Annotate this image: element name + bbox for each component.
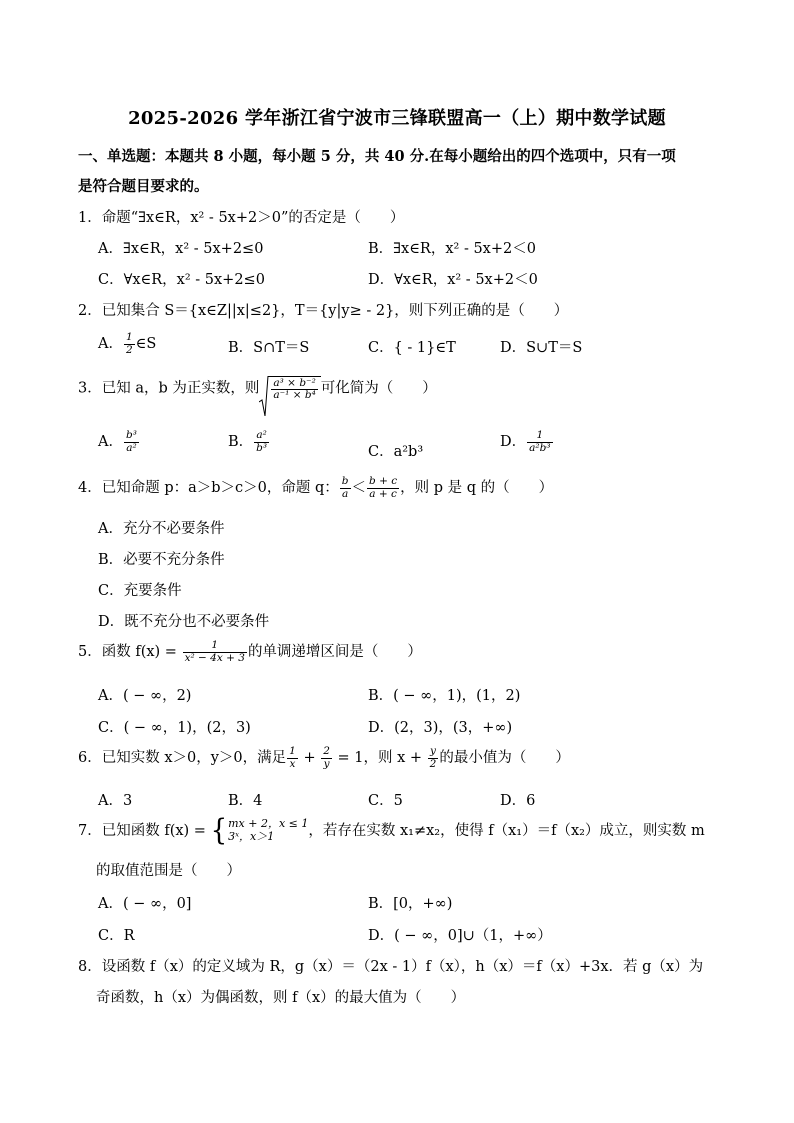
q1-option-d: D．∀x∈R，x² - 5x+2＜0 bbox=[368, 272, 538, 288]
q6-fraction-3 bbox=[428, 746, 439, 769]
q5-fraction bbox=[183, 640, 247, 663]
q1-option-b: B．∃x∈R，x² - 5x+2＜0 bbox=[368, 241, 536, 257]
sqrt-sign-icon bbox=[259, 376, 269, 416]
q3-radical bbox=[259, 376, 320, 401]
q7-option-a: A．( − ∞，0] bbox=[98, 896, 192, 912]
q6-option-a: A．3 bbox=[98, 793, 133, 809]
q7-post: ，若存在实数 x₁≠x₂，使得 f（x₁）＝f（x₂）成立，则实数 m bbox=[308, 823, 705, 839]
q4-pre: 4．已知命题 p：a＞b＞c＞0，命题 q： bbox=[78, 480, 339, 496]
q5-option-a: A．( − ∞，2) bbox=[98, 688, 192, 704]
q2-a-denominator: 2 bbox=[125, 343, 133, 356]
piecewise-brace-icon: { bbox=[210, 814, 228, 848]
q3-post: 可化简为（ ） bbox=[320, 380, 437, 397]
q3-radicand bbox=[271, 378, 317, 401]
q8-stem-line2: 奇函数，h（x）为偶函数，则 f（x）的最大值为（ ） bbox=[96, 990, 466, 1006]
q7-option-b: B．[0，+∞) bbox=[368, 896, 453, 912]
q3-b-label: B． bbox=[228, 434, 254, 450]
q2-option-d: D．S∪T＝S bbox=[500, 340, 583, 356]
q6-f3-denominator: 2 bbox=[429, 757, 437, 770]
q2-option-c: C．{ - 1}∈T bbox=[368, 340, 456, 356]
q3-rad-denominator: a⁻¹ × b⁴ bbox=[273, 389, 316, 402]
q3-b-denominator: b³ bbox=[256, 441, 268, 454]
q5-pre: 5．函数 f(x) = bbox=[78, 644, 182, 660]
q4-option-c: C．充要条件 bbox=[98, 583, 182, 599]
q6-pre: 6．已知实数 x＞0，y＞0，满足 bbox=[78, 750, 287, 766]
q4-f2-denominator: a + c bbox=[369, 487, 397, 500]
q6-fraction-1 bbox=[287, 746, 298, 769]
section-header-line1: 一、单选题：本题共 8 小题，每小题 5 分，共 40 分.在每小题给出的四个选项中，只有一项 bbox=[78, 148, 676, 165]
q4-option-b: B．必要不充分条件 bbox=[98, 552, 225, 568]
page-title: 2025-2026 学年浙江省宁波市三锋联盟高一（上）期中数学试题 bbox=[128, 108, 666, 129]
q3-a-fraction bbox=[124, 430, 139, 453]
q2-option-b: B．S∩T＝S bbox=[228, 340, 310, 356]
q6-option-c: C．5 bbox=[368, 793, 403, 809]
q6-post: 的最小值为（ ） bbox=[439, 750, 570, 766]
q7-pre: 7．已知函数 f(x) = bbox=[78, 823, 211, 839]
q3-d-denominator: a²b³ bbox=[529, 441, 551, 454]
q5-post: 的单调递增区间是（ ） bbox=[247, 644, 422, 660]
q1-stem: 1．命题“∃x∈R，x² - 5x+2＞0”的否定是（ ） bbox=[78, 210, 405, 226]
q5-numerator: 1 bbox=[183, 640, 247, 652]
q4-f1-denominator: a bbox=[342, 487, 349, 500]
q3-d-numerator: 1 bbox=[527, 430, 552, 442]
q7-option-c: C．R bbox=[98, 928, 135, 944]
q3-stem bbox=[78, 376, 437, 401]
q7-stem-line2: 的取值范围是（ ） bbox=[96, 863, 241, 879]
q7-option-d: D．( − ∞，0]∪（1，+∞） bbox=[368, 928, 552, 944]
q2-option-a-label: A． bbox=[98, 336, 123, 352]
q4-fraction-1 bbox=[340, 476, 351, 499]
q3-a-denominator: a² bbox=[126, 441, 137, 454]
q5-stem bbox=[78, 640, 422, 664]
q7-stem bbox=[78, 814, 705, 848]
q4-stem bbox=[78, 476, 553, 500]
q8-stem-line1: 8．设函数 f（x）的定义域为 R，g（x）＝（2x - 1）f（x），h（x）＝f（x）+3x．若 g（x）为 bbox=[78, 959, 704, 975]
q7-piecewise bbox=[228, 818, 308, 843]
q2-a-numerator: 1 bbox=[125, 331, 133, 344]
q3-b-fraction bbox=[254, 430, 269, 453]
q4-post: ，则 p 是 q 的（ ） bbox=[400, 480, 554, 496]
q3-option-c: C．a²b³ bbox=[368, 444, 424, 460]
q1-option-c: C．∀x∈R，x² - 5x+2≤0 bbox=[98, 272, 265, 288]
q4-fraction-2 bbox=[367, 476, 399, 499]
q4-f2-numerator: b + c bbox=[369, 475, 398, 488]
q7-case-1: mx + 2，x ≤ 1 bbox=[228, 817, 309, 831]
q6-f3-numerator: y bbox=[428, 746, 439, 758]
q3-option-d bbox=[500, 430, 554, 454]
q5-option-b: B．( − ∞，1)，(1，2) bbox=[368, 688, 521, 704]
q2-option-a-rest: ∈S bbox=[135, 336, 157, 352]
q1-option-a: A．∃x∈R，x² - 5x+2≤0 bbox=[98, 241, 264, 257]
q4-f1-numerator: b bbox=[341, 475, 349, 488]
section-header-line2: 是符合题目要求的。 bbox=[78, 178, 209, 195]
q2-stem: 2．已知集合 S＝{x∈Z||x|≤2}，T＝{y|y≥ - 2}，则下列正确的是（ ） bbox=[78, 303, 569, 319]
q6-mid: = 1，则 x + bbox=[332, 750, 427, 766]
q2-option-a-fraction bbox=[124, 332, 135, 355]
q2-option-a bbox=[98, 332, 156, 356]
q3-rad-numerator: a³ × b⁻² bbox=[273, 377, 316, 389]
q3-option-b bbox=[228, 430, 270, 454]
q6-f1-denominator: x bbox=[289, 757, 296, 770]
q6-plus: + bbox=[298, 750, 321, 766]
q6-f2-numerator: 2 bbox=[323, 745, 330, 758]
q4-less-than: ＜ bbox=[351, 480, 367, 496]
q6-fraction-2 bbox=[321, 746, 332, 769]
q6-option-d: D．6 bbox=[500, 793, 536, 809]
q3-d-label: D． bbox=[500, 434, 527, 450]
q4-option-a: A．充分不必要条件 bbox=[98, 521, 225, 537]
q5-denominator: x² − 4x + 3 bbox=[184, 651, 245, 664]
q7-case-2: 3ˣ，x＞1 bbox=[228, 830, 275, 843]
q6-f2-denominator: y bbox=[323, 757, 330, 770]
q3-d-fraction bbox=[527, 430, 552, 453]
q6-stem bbox=[78, 746, 570, 770]
q5-option-d: D．(2，3)，(3，+∞) bbox=[368, 720, 513, 736]
q6-option-b: B．4 bbox=[228, 793, 263, 809]
q6-f1-numerator: 1 bbox=[289, 745, 296, 758]
q3-a-numerator: b³ bbox=[125, 429, 137, 442]
q3-b-numerator: a² bbox=[254, 430, 269, 442]
q5-option-c: C．( − ∞，1)，(2，3) bbox=[98, 720, 251, 736]
q3-a-label: A． bbox=[98, 434, 123, 450]
q3-option-a bbox=[98, 430, 140, 454]
q4-option-d: D．既不充分也不必要条件 bbox=[98, 614, 270, 630]
q3-pre: 3．已知 a，b 为正实数，则 bbox=[78, 380, 260, 397]
